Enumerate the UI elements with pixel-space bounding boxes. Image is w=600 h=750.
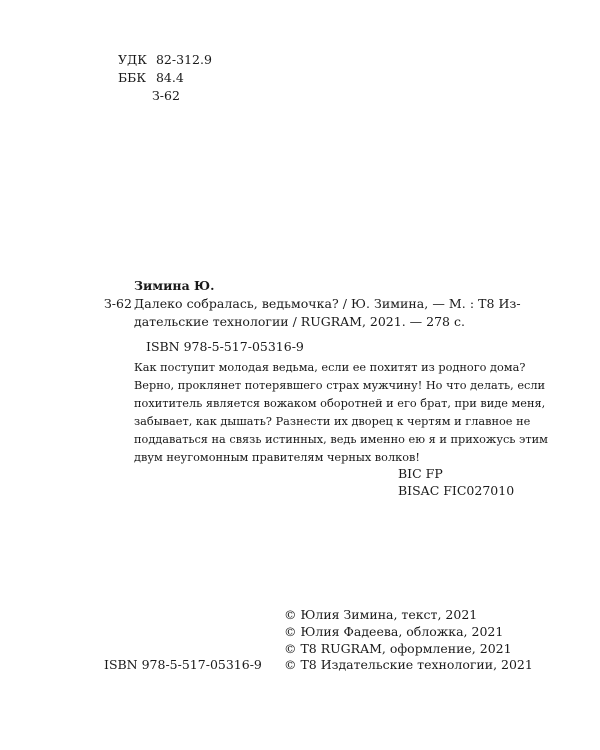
udk-value: 82-312.9 <box>155 52 212 67</box>
udk-label: УДК <box>118 52 147 67</box>
copyright-line: © Т8 RUGRAM, оформление, 2021 <box>284 641 512 656</box>
copyright-line: © Юлия Зимина, текст, 2021 <box>284 607 478 622</box>
annotation-line: Как поступит молодая ведьма, если ее похитят из родного дома? <box>134 361 526 374</box>
record-author: Зимина Ю. <box>134 278 215 293</box>
annotation-line: забывает, как дышать? Разнести их дворец к чертям и главное не <box>134 415 531 428</box>
bisac-code: BISAC FIC027010 <box>398 483 515 498</box>
bbk-value: 84.4 <box>155 70 184 85</box>
bbk-label: ББК <box>118 70 147 85</box>
copyright-line: © Т8 Издательские технологии, 2021 <box>284 657 533 672</box>
annotation-line: Верно, проклянет потерявшего страх мужчину! Но что делать, если <box>134 379 546 392</box>
author-mark: З-62 <box>152 88 180 103</box>
record-isbn: ISBN 978-5-517-05316-9 <box>146 339 304 354</box>
udk-row <box>118 51 212 69</box>
bic-code: BIC FP <box>398 466 443 481</box>
bbk-row <box>118 69 184 87</box>
annotation-line: двум неугомонным правителям черных волков! <box>134 451 420 464</box>
bibliography-line: Далеко собралась, ведьмочка? / Ю. Зимина, — М. : Т8 Из- <box>134 296 521 311</box>
bibliography-line: дательские технологии / RUGRAM, 2021. — 278 с. <box>134 314 465 329</box>
footer-isbn: ISBN 978-5-517-05316-9 <box>104 657 262 672</box>
annotation-line: поддаваться на связь истинных, ведь именно ею я и прихожусь этим <box>134 433 548 446</box>
copyright-line: © Юлия Фадеева, обложка, 2021 <box>284 624 504 639</box>
record-bibliography <box>134 295 521 331</box>
annotation-line: похититель является вожаком оборотней и его брат, при виде меня, <box>134 397 546 410</box>
record-catalog-code: З-62 <box>104 296 132 311</box>
annotation <box>134 359 548 467</box>
